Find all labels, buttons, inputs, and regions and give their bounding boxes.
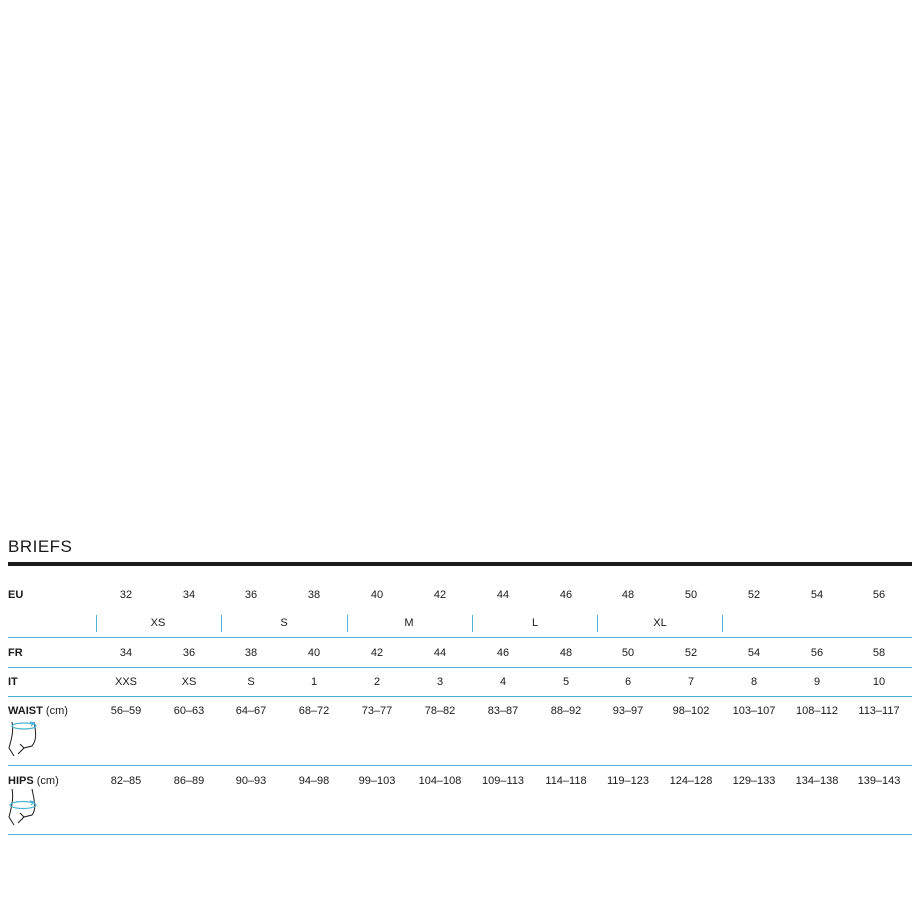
it-value: 5 <box>562 676 570 688</box>
hips-value: 99–103 <box>358 775 396 787</box>
waist-label <box>8 705 68 717</box>
hips-label <box>8 775 59 787</box>
row-divider <box>8 667 912 668</box>
it-value: 1 <box>310 676 318 688</box>
letter-size: M <box>404 617 414 629</box>
it-value: 6 <box>624 676 632 688</box>
row-divider <box>8 696 912 697</box>
waist-value: 68–72 <box>298 705 330 717</box>
hips-measure-icon <box>6 787 46 829</box>
waist-measure-icon <box>6 718 46 760</box>
waist-value: 108–112 <box>795 705 838 717</box>
it-value: 9 <box>813 676 821 688</box>
fr-value: 38 <box>244 647 258 659</box>
waist-value: 98–102 <box>672 705 710 717</box>
fr-value: 46 <box>496 647 510 659</box>
chart-title: BRIEFS <box>8 537 73 556</box>
row-divider <box>8 834 912 835</box>
row-divider <box>8 765 912 766</box>
eu-value: 34 <box>182 589 196 601</box>
fr-value: 54 <box>747 647 761 659</box>
eu-value: 40 <box>370 589 384 601</box>
it-label: IT <box>8 676 18 688</box>
waist-value: 64–67 <box>235 705 267 717</box>
fr-value: 40 <box>307 647 321 659</box>
waist-unit: (cm) <box>45 705 68 717</box>
size-divider <box>96 615 97 632</box>
size-divider <box>722 615 723 632</box>
letter-size: XS <box>150 617 166 629</box>
hips-value: 139–143 <box>857 775 901 787</box>
eu-value: 36 <box>244 589 258 601</box>
hips-value: 124–128 <box>669 775 713 787</box>
waist-value: 113–117 <box>858 705 900 717</box>
eu-value: 38 <box>307 589 321 601</box>
eu-value: 52 <box>747 589 761 601</box>
it-value: XXS <box>114 676 137 688</box>
eu-value: 50 <box>684 589 698 601</box>
eu-label: EU <box>8 589 24 601</box>
it-value: 3 <box>436 676 444 688</box>
hips-value: 119–123 <box>606 775 649 787</box>
size-divider <box>597 615 598 632</box>
hips-unit: (cm) <box>36 775 59 787</box>
it-value: 7 <box>687 676 695 688</box>
hips-value: 86–89 <box>173 775 205 787</box>
hips-value: 90–93 <box>235 775 267 787</box>
waist-value: 103–107 <box>732 705 776 717</box>
fr-value: 50 <box>621 647 635 659</box>
waist-label-text: WAIST <box>8 705 43 717</box>
waist-value: 60–63 <box>173 705 205 717</box>
eu-value: 56 <box>872 589 886 601</box>
fr-label: FR <box>8 647 23 659</box>
letter-size: L <box>531 617 539 629</box>
eu-value: 44 <box>496 589 510 601</box>
size-divider <box>472 615 473 632</box>
eu-value: 46 <box>559 589 573 601</box>
fr-value: 42 <box>370 647 384 659</box>
hips-value: 129–133 <box>732 775 776 787</box>
eu-value: 32 <box>119 589 133 601</box>
it-value: S <box>247 676 255 688</box>
it-value: 4 <box>499 676 507 688</box>
row-divider <box>8 637 912 638</box>
waist-value: 83–87 <box>487 705 519 717</box>
hips-label-text: HIPS <box>8 775 34 787</box>
waist-value: 93–97 <box>612 705 644 717</box>
letter-size: S <box>280 617 288 629</box>
hips-value: 104–108 <box>418 775 462 787</box>
fr-value: 34 <box>119 647 133 659</box>
waist-value: 88–92 <box>550 705 582 717</box>
title-rule <box>8 562 912 566</box>
fr-value: 48 <box>559 647 573 659</box>
eu-value: 42 <box>433 589 447 601</box>
fr-value: 58 <box>872 647 886 659</box>
letter-size: XL <box>653 617 667 629</box>
hips-value: 134–138 <box>795 775 839 787</box>
eu-value: 54 <box>810 589 824 601</box>
hips-value: 109–113 <box>481 775 524 787</box>
eu-value: 48 <box>621 589 635 601</box>
waist-value: 78–82 <box>424 705 456 717</box>
fr-value: 52 <box>684 647 698 659</box>
fr-value: 56 <box>810 647 824 659</box>
it-value: 10 <box>872 676 886 688</box>
hips-value: 94–98 <box>298 775 330 787</box>
fr-value: 44 <box>433 647 447 659</box>
waist-value: 73–77 <box>361 705 393 717</box>
it-value: XS <box>181 676 197 688</box>
hips-value: 114–118 <box>545 775 587 787</box>
size-divider <box>221 615 222 632</box>
it-value: 2 <box>373 676 381 688</box>
fr-value: 36 <box>182 647 196 659</box>
it-value: 8 <box>750 676 758 688</box>
waist-value: 56–59 <box>110 705 142 717</box>
size-divider <box>347 615 348 632</box>
hips-value: 82–85 <box>110 775 142 787</box>
